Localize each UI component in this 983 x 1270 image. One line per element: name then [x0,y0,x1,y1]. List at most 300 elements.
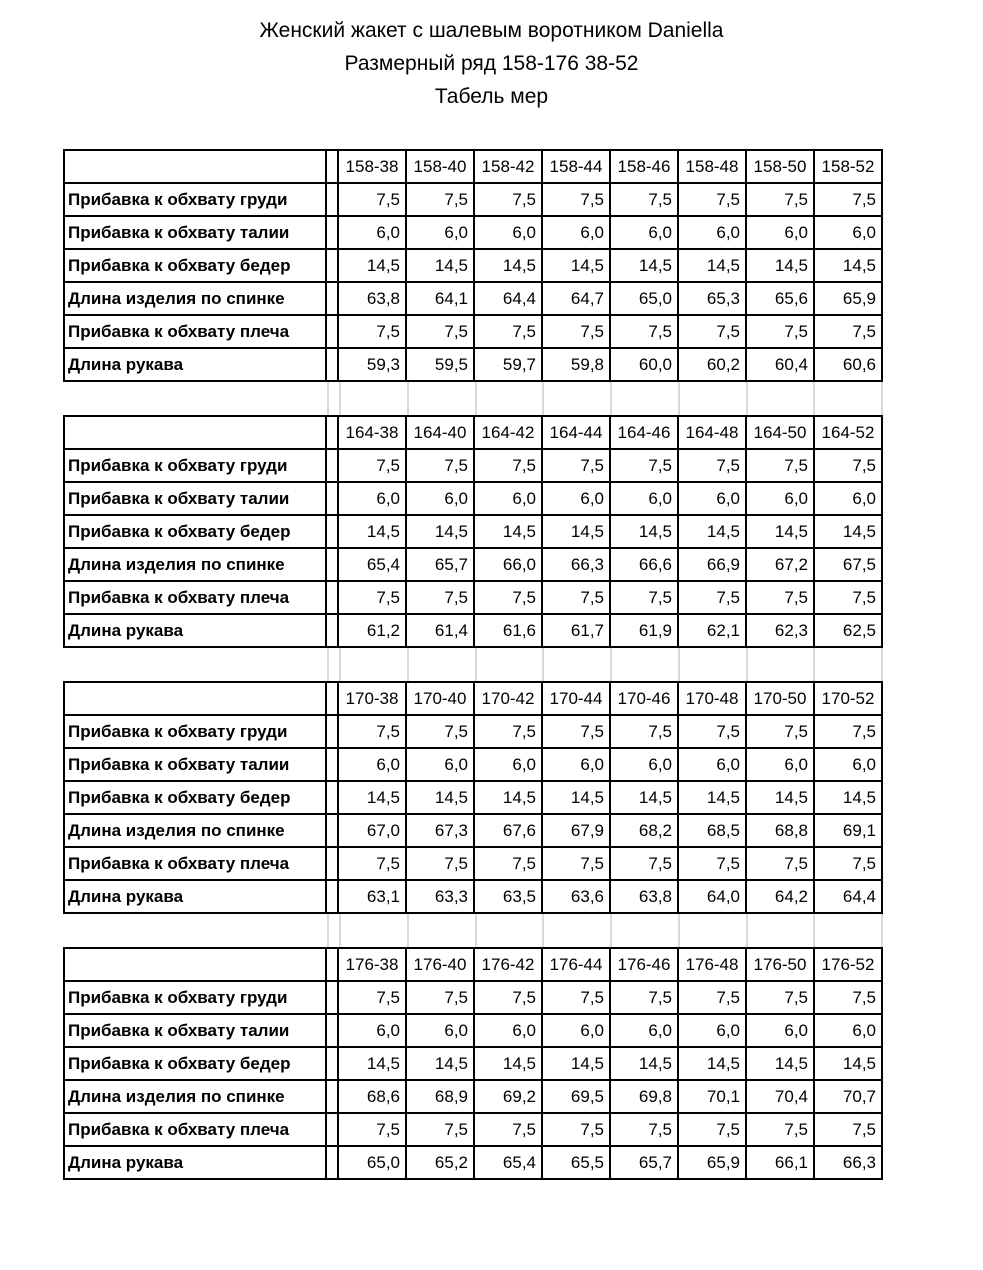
table-row [64,748,882,781]
row-label: Прибавка к обхвату груди [64,183,326,216]
value-cell: 7,5 [610,449,678,482]
spacer-cell [326,715,338,748]
spacer-cell [326,482,338,515]
gap-column-gridline [680,648,748,681]
value-cell: 7,5 [474,581,542,614]
row-label: Прибавка к обхвату плеча [64,847,326,880]
column-header: 170-42 [474,682,542,715]
gap-column-gridline [815,648,883,681]
spacer-cell [326,1113,338,1146]
table-row [64,1113,882,1146]
value-cell: 7,5 [406,581,474,614]
value-cell: 6,0 [406,216,474,249]
row-label: Прибавка к обхвату груди [64,981,326,1014]
gap-column-gridline [341,382,409,415]
table-row [64,981,882,1014]
column-header: 170-46 [610,682,678,715]
row-label: Длина изделия по спинке [64,1080,326,1113]
value-cell: 7,5 [814,581,882,614]
column-header: 176-44 [542,948,610,981]
value-cell: 7,5 [542,715,610,748]
value-cell: 7,5 [610,1113,678,1146]
value-cell: 6,0 [338,482,406,515]
value-cell: 65,6 [746,282,814,315]
value-cell: 66,0 [474,548,542,581]
table-row [64,449,882,482]
value-cell: 65,7 [610,1146,678,1179]
value-cell: 7,5 [814,847,882,880]
value-cell: 7,5 [746,183,814,216]
spacer-cell [326,981,338,1014]
gap-column-gridline [748,382,816,415]
column-header: 176-46 [610,948,678,981]
value-cell: 63,8 [338,282,406,315]
table-row [64,715,882,748]
value-cell: 7,5 [678,1113,746,1146]
gap-column-gridline [544,648,612,681]
value-cell: 14,5 [406,249,474,282]
value-cell: 14,5 [542,781,610,814]
value-cell: 7,5 [338,581,406,614]
value-cell: 6,0 [746,748,814,781]
spacer-cell [326,781,338,814]
column-header: 176-48 [678,948,746,981]
column-header: 170-50 [746,682,814,715]
value-cell: 61,6 [474,614,542,647]
value-cell: 64,1 [406,282,474,315]
value-cell: 7,5 [542,183,610,216]
table-gap-gridlines [63,914,883,947]
value-cell: 64,4 [814,880,882,913]
value-cell: 14,5 [746,249,814,282]
value-cell: 70,7 [814,1080,882,1113]
value-cell: 6,0 [474,216,542,249]
value-cell: 63,5 [474,880,542,913]
value-cell: 59,3 [338,348,406,381]
value-cell: 63,3 [406,880,474,913]
value-cell: 69,8 [610,1080,678,1113]
value-cell: 62,3 [746,614,814,647]
value-cell: 67,0 [338,814,406,847]
value-cell: 63,6 [542,880,610,913]
value-cell: 7,5 [814,183,882,216]
value-cell: 7,5 [406,981,474,1014]
value-cell: 7,5 [678,715,746,748]
value-cell: 7,5 [406,183,474,216]
row-label: Прибавка к обхвату груди [64,449,326,482]
gap-column-gridline [409,382,477,415]
spacer-cell [326,183,338,216]
column-header: 164-42 [474,416,542,449]
value-cell: 6,0 [338,748,406,781]
value-cell: 6,0 [678,216,746,249]
value-cell: 65,7 [406,548,474,581]
value-cell: 6,0 [814,216,882,249]
gap-spacer-gridline [327,382,341,415]
column-header: 158-42 [474,150,542,183]
spacer-cell [326,249,338,282]
gap-column-gridline [748,648,816,681]
value-cell: 6,0 [542,748,610,781]
gap-column-gridline [477,382,545,415]
row-label: Длина рукава [64,348,326,381]
value-cell: 7,5 [678,981,746,1014]
table-row [64,1014,882,1047]
value-cell: 7,5 [814,449,882,482]
value-cell: 61,9 [610,614,678,647]
gap-column-gridline [612,648,680,681]
gap-column-gridline [815,382,883,415]
value-cell: 6,0 [406,482,474,515]
value-cell: 6,0 [610,1014,678,1047]
spacer-cell [326,449,338,482]
value-cell: 7,5 [542,449,610,482]
value-cell: 63,8 [610,880,678,913]
value-cell: 6,0 [610,482,678,515]
value-cell: 14,5 [610,249,678,282]
table-row [64,249,882,282]
value-cell: 67,3 [406,814,474,847]
column-header: 158-46 [610,150,678,183]
value-cell: 7,5 [542,847,610,880]
value-cell: 68,2 [610,814,678,847]
row-label: Длина изделия по спинке [64,282,326,315]
gap-label-area [63,914,327,947]
column-header: 164-52 [814,416,882,449]
header-row [64,682,882,715]
value-cell: 6,0 [610,216,678,249]
spacer-cell [326,880,338,913]
value-cell: 6,0 [678,748,746,781]
spacer-cell [326,748,338,781]
value-cell: 14,5 [678,781,746,814]
gap-column-gridline [544,914,612,947]
value-cell: 62,5 [814,614,882,647]
value-cell: 14,5 [610,781,678,814]
value-cell: 7,5 [474,183,542,216]
value-cell: 7,5 [406,847,474,880]
spacer-cell [326,548,338,581]
value-cell: 7,5 [746,449,814,482]
value-cell: 7,5 [610,183,678,216]
spacer-cell [326,682,338,715]
value-cell: 14,5 [542,1047,610,1080]
row-label: Прибавка к обхвату груди [64,715,326,748]
value-cell: 7,5 [746,315,814,348]
value-cell: 14,5 [474,515,542,548]
spacer-cell [326,150,338,183]
value-cell: 7,5 [746,1113,814,1146]
column-header: 158-40 [406,150,474,183]
value-cell: 6,0 [678,482,746,515]
value-cell: 7,5 [542,315,610,348]
value-cell: 7,5 [678,581,746,614]
value-cell: 14,5 [746,1047,814,1080]
spacer-cell [326,282,338,315]
value-cell: 68,6 [338,1080,406,1113]
value-cell: 68,8 [746,814,814,847]
measurement-tables [63,149,883,1180]
document-title: Женский жакет с шалевым воротником Daniella [259,19,724,42]
value-cell: 65,4 [338,548,406,581]
value-cell: 7,5 [338,981,406,1014]
empty-corner-cell [64,416,326,449]
column-header: 176-42 [474,948,542,981]
value-cell: 6,0 [474,748,542,781]
value-cell: 70,4 [746,1080,814,1113]
column-header: 164-40 [406,416,474,449]
row-label: Прибавка к обхвату талии [64,748,326,781]
gap-column-gridline [409,648,477,681]
value-cell: 7,5 [814,715,882,748]
table-row [64,614,882,647]
row-label: Прибавка к обхвату плеча [64,315,326,348]
value-cell: 7,5 [406,1113,474,1146]
value-cell: 14,5 [610,1047,678,1080]
column-header: 158-38 [338,150,406,183]
value-cell: 7,5 [814,981,882,1014]
measurement-table-176 [63,947,883,1180]
table-row [64,880,882,913]
table-row [64,315,882,348]
value-cell: 7,5 [678,315,746,348]
value-cell: 61,4 [406,614,474,647]
value-cell: 7,5 [610,715,678,748]
value-cell: 68,9 [406,1080,474,1113]
column-header: 170-40 [406,682,474,715]
value-cell: 66,6 [610,548,678,581]
value-cell: 67,5 [814,548,882,581]
value-cell: 65,2 [406,1146,474,1179]
empty-corner-cell [64,948,326,981]
table-row [64,1080,882,1113]
value-cell: 14,5 [338,1047,406,1080]
size-range-subtitle: Размерный ряд 158-176 38-52 [344,52,639,75]
gap-column-gridline [409,914,477,947]
gap-column-gridline [341,914,409,947]
value-cell: 7,5 [746,715,814,748]
spacer-cell [326,1146,338,1179]
column-header: 164-50 [746,416,814,449]
spacer-cell [326,416,338,449]
value-cell: 6,0 [542,1014,610,1047]
value-cell: 65,9 [678,1146,746,1179]
table-row [64,1146,882,1179]
value-cell: 7,5 [338,449,406,482]
value-cell: 6,0 [610,748,678,781]
value-cell: 7,5 [474,847,542,880]
table-gap-gridlines [63,382,883,415]
value-cell: 60,2 [678,348,746,381]
gap-label-area [63,648,327,681]
column-header: 164-48 [678,416,746,449]
column-header: 170-48 [678,682,746,715]
value-cell: 65,5 [542,1146,610,1179]
value-cell: 60,4 [746,348,814,381]
value-cell: 59,8 [542,348,610,381]
table-row [64,216,882,249]
value-cell: 65,0 [610,282,678,315]
spacer-cell [326,348,338,381]
value-cell: 7,5 [406,315,474,348]
value-cell: 14,5 [338,781,406,814]
value-cell: 65,9 [814,282,882,315]
value-cell: 61,7 [542,614,610,647]
spacer-cell [326,515,338,548]
gap-column-gridline [612,914,680,947]
header-row [64,150,882,183]
row-label: Длина рукава [64,614,326,647]
value-cell: 65,3 [678,282,746,315]
spacer-cell [326,1080,338,1113]
value-cell: 7,5 [338,847,406,880]
row-label: Длина изделия по спинке [64,814,326,847]
table-caption: Табель мер [434,85,549,108]
value-cell: 6,0 [814,1014,882,1047]
value-cell: 62,1 [678,614,746,647]
column-header: 158-52 [814,150,882,183]
column-header: 170-44 [542,682,610,715]
value-cell: 6,0 [746,1014,814,1047]
value-cell: 63,1 [338,880,406,913]
value-cell: 14,5 [406,515,474,548]
value-cell: 7,5 [474,1113,542,1146]
gap-column-gridline [341,648,409,681]
value-cell: 14,5 [814,781,882,814]
value-cell: 67,2 [746,548,814,581]
table-row [64,1047,882,1080]
table-row [64,282,882,315]
value-cell: 7,5 [746,847,814,880]
value-cell: 6,0 [406,1014,474,1047]
value-cell: 14,5 [542,515,610,548]
value-cell: 7,5 [474,449,542,482]
column-header: 170-38 [338,682,406,715]
column-header: 170-52 [814,682,882,715]
row-label: Длина рукава [64,880,326,913]
row-label: Прибавка к обхвату плеча [64,581,326,614]
table-row [64,482,882,515]
value-cell: 6,0 [814,748,882,781]
value-cell: 7,5 [406,715,474,748]
table-row [64,515,882,548]
spacer-cell [326,814,338,847]
measurement-table-170 [63,681,883,914]
empty-corner-cell [64,682,326,715]
value-cell: 60,6 [814,348,882,381]
value-cell: 14,5 [814,249,882,282]
row-label: Прибавка к обхвату бедер [64,515,326,548]
spacer-cell [326,315,338,348]
value-cell: 59,7 [474,348,542,381]
value-cell: 7,5 [678,183,746,216]
value-cell: 6,0 [814,482,882,515]
column-header: 164-38 [338,416,406,449]
value-cell: 7,5 [338,715,406,748]
value-cell: 7,5 [474,315,542,348]
gap-column-gridline [680,914,748,947]
value-cell: 14,5 [542,249,610,282]
gap-column-gridline [680,382,748,415]
spacer-cell [326,1014,338,1047]
column-header: 176-50 [746,948,814,981]
value-cell: 65,4 [474,1146,542,1179]
value-cell: 7,5 [610,315,678,348]
measurement-table-158 [63,149,883,382]
value-cell: 6,0 [542,482,610,515]
value-cell: 7,5 [406,449,474,482]
gap-column-gridline [477,648,545,681]
value-cell: 7,5 [338,1113,406,1146]
column-header: 158-50 [746,150,814,183]
value-cell: 70,1 [678,1080,746,1113]
row-label: Прибавка к обхвату талии [64,482,326,515]
spacer-cell [326,614,338,647]
value-cell: 14,5 [474,1047,542,1080]
gap-column-gridline [612,382,680,415]
row-label: Длина изделия по спинке [64,548,326,581]
value-cell: 6,0 [338,216,406,249]
spacer-cell [326,948,338,981]
value-cell: 60,0 [610,348,678,381]
value-cell: 66,3 [814,1146,882,1179]
value-cell: 14,5 [406,781,474,814]
row-label: Прибавка к обхвату бедер [64,249,326,282]
value-cell: 14,5 [814,515,882,548]
empty-corner-cell [64,150,326,183]
table-row [64,183,882,216]
gap-label-area [63,382,327,415]
value-cell: 7,5 [474,715,542,748]
table-row [64,348,882,381]
column-header: 176-52 [814,948,882,981]
value-cell: 65,0 [338,1146,406,1179]
value-cell: 6,0 [474,1014,542,1047]
gap-column-gridline [544,382,612,415]
value-cell: 6,0 [474,482,542,515]
value-cell: 7,5 [814,1113,882,1146]
value-cell: 64,0 [678,880,746,913]
title-block [0,0,983,113]
row-label: Прибавка к обхвату бедер [64,781,326,814]
table-gap-gridlines [63,648,883,681]
table-row [64,781,882,814]
value-cell: 7,5 [338,183,406,216]
value-cell: 7,5 [610,847,678,880]
value-cell: 7,5 [474,981,542,1014]
value-cell: 64,7 [542,282,610,315]
column-header: 158-44 [542,150,610,183]
value-cell: 14,5 [474,249,542,282]
value-cell: 7,5 [746,581,814,614]
value-cell: 14,5 [678,1047,746,1080]
value-cell: 6,0 [338,1014,406,1047]
value-cell: 14,5 [814,1047,882,1080]
gap-column-gridline [477,914,545,947]
value-cell: 6,0 [746,482,814,515]
column-header: 176-40 [406,948,474,981]
value-cell: 68,5 [678,814,746,847]
gap-spacer-gridline [327,914,341,947]
header-row [64,948,882,981]
gap-column-gridline [748,914,816,947]
row-label: Прибавка к обхвату бедер [64,1047,326,1080]
value-cell: 6,0 [406,748,474,781]
value-cell: 6,0 [542,216,610,249]
row-label: Прибавка к обхвату талии [64,216,326,249]
value-cell: 66,3 [542,548,610,581]
value-cell: 14,5 [678,515,746,548]
